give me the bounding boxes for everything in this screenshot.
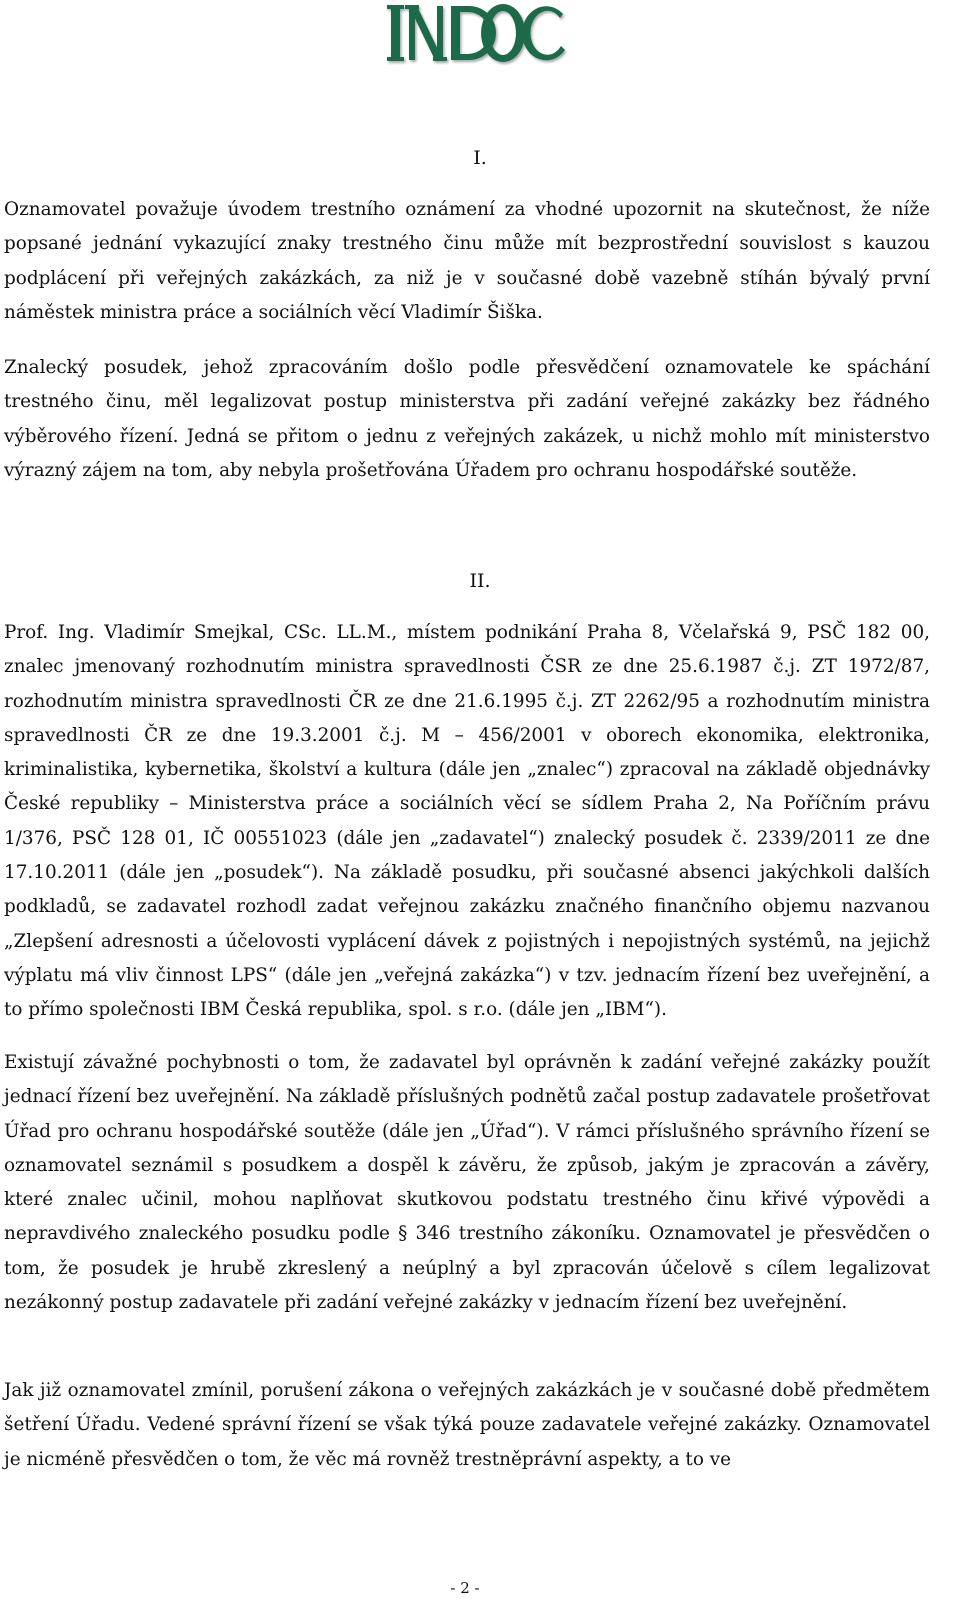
paragraph-doubts: Existují závažné pochybnosti o tom, že zadavatel byl oprávněn k zadání veřejné zakázky použít jednací řízení bez uveřejnění. Na základě příslušných podnětů začal postup zadavatele prošetřovat Úřad pro ochranu hospodářské soutěže (dále jen „Úřad“). V rámci příslušného správního řízení se oznamovatel seznámil s posudkem a dospěl k závěru, že způsob, jakým je zpracován a závěry, které znalec učinil, mohou naplňovat skutkovou podstatu trestného činu křivé výpovědi a nepravdivého znaleckého posudku podle § 346 trestního zákoníku. Oznamovatel je přesvědčen o tom, že posudek je hrubě zkreslený a neúplný a byl zpracován účelově s cílem legalizovat nezákonný postup zadavatele při zadání veřejné zakázky v jednacím řízení bez uveřejnění. [4,1052,930,1314]
indoc-logo-mark [385,0,575,72]
page-number: - 2 - [450,1579,480,1597]
section-heading-two: II. [469,570,491,592]
paragraph-expert-details: Prof. Ing. Vladimír Smejkal, CSc. LL.M., místem podnikání Praha 8, Včelařská 9, PSČ 182 00, znalec jmenovaný rozhodnutím ministra spravedlnosti ČSR ze dne 25.6.1987 č.j. ZT 1972/87, rozhodnutím ministra spravedlnosti ČR ze dne 21.6.1995 č.j. ZT 2262/95 a rozhodnutím ministra spravedlnosti ČR ze dne 19.3.2001 č.j. M – 456/2001 v oborech ekonomika, elektronika, kriminalistika, kybernetika, školství a kultura (dále jen „znalec“) zpracoval na základě objednávky České republiky – Ministerstva práce a sociálních věcí se sídlem Praha 2, Na Poříčním právu 1/376, PSČ 128 01, IČ 00551023 (dále jen „zadavatel“) znalecký posudek č. 2339/2011 ze dne 17.10.2011 (dále jen „posudek“). Na základě posudku, při současné absenci jakýchkoli dalších podkladů, se zadavatel rozhodl zadat veřejnou zakázku značného finančního objemu nazvanou „Zlepšení adresnosti a účelovosti vyplácení dávek z pojistných i nepojistných systémů, na jejichž výplatu má vliv činnost LPS“ (dále jen „veřejná zakázka“) v tzv. jednacím řízení bez uveřejnění, a to přímo společnosti IBM Česká republika, spol. s r.o. (dále jen „IBM“). [4,622,930,1021]
paragraph-intro: Oznamovatel považuje úvodem trestního oznámení za vhodné upozornit na skutečnost, že níže popsané jednání vykazující znaky trestného činu může mít bezprostřední souvislost s kauzou podplácení při veřejných zakázkách, za niž je v současné době vazebně stíhán bývalý první náměstek ministra práce a sociálních věcí Vladimír Šiška. [4,199,930,323]
paragraph-expert-opinion: Znalecký posudek, jehož zpracováním došlo podle přesvědčení oznamovatele ke spáchání trestného činu, měl legalizovat postup ministerstva při zadání veřejné zakázky bez řádného výběrového řízení. Jedná se přitom o jednu z veřejných zakázek, u nichž mohlo mít ministerstvo výrazný zájem na tom, aby nebyla prošetřována Úřadem pro ochranu hospodářské soutěže. [4,357,930,481]
paragraph-investigation: Jak již oznamovatel zmínil, porušení zákona o veřejných zakázkách je v současné době předmětem šetření Úřadu. Vedené správní řízení se však týká pouze zadavatele veřejné zakázky. Oznamovatel je nicméně přesvědčen o tom, že věc má rovněž trestněprávní aspekty, a to ve [4,1380,930,1470]
section-heading-one: I. [473,147,487,169]
indoc-logo [0,0,960,80]
